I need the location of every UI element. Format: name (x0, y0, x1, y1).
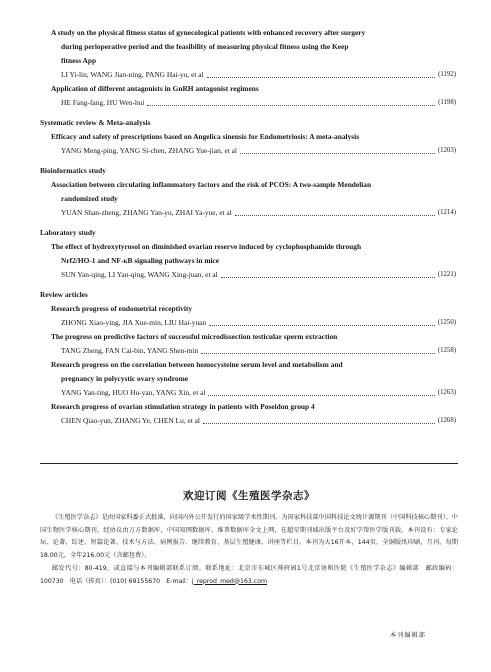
article-title[interactable] (51, 178, 456, 206)
table-of-contents (40, 26, 456, 428)
section-heading: Review articles (40, 290, 88, 299)
article-title-line: pregnancy in polycystic ovary syndrome (61, 374, 189, 383)
article-title[interactable] (51, 302, 456, 316)
article-title-line: during perioperative period and the feasibility of measuring physical fitness using the Keep (61, 42, 349, 51)
page-number: (1263) (437, 389, 456, 396)
article-title[interactable] (51, 330, 456, 344)
email-link[interactable]: j_reprod_med@163.com (191, 577, 268, 585)
article-title[interactable] (51, 358, 456, 386)
page-number: (1203) (437, 147, 456, 154)
article-title-line: Research progress of ovarian stimulation strategy in patients with Poseidon group 4 (51, 402, 315, 411)
toc-entry[interactable] (40, 330, 456, 358)
article-title[interactable] (51, 130, 456, 144)
article-title-line: fitness App (61, 56, 97, 65)
author-line (51, 316, 456, 330)
subscription-notice (40, 470, 458, 588)
page-number: (1250) (437, 319, 456, 326)
page-number: (1192) (438, 71, 456, 78)
section-heading: Systematic review & Meta-analysis (40, 118, 151, 127)
dot-leader (209, 325, 435, 326)
page-number: (1268) (437, 417, 456, 424)
author-line (51, 206, 456, 220)
article-authors: ZHONG Xiao-ying, JIA Xue-min, LIU Hai-yuan (61, 318, 207, 327)
page-number: (1258) (437, 347, 456, 354)
article-title[interactable] (51, 82, 456, 96)
dot-leader (207, 77, 436, 78)
article-title-line: Application of different antagonists in GnRH antagonist regimens (51, 84, 259, 93)
page-number: (1221) (437, 271, 456, 278)
toc-entry[interactable] (40, 130, 456, 158)
dot-leader (203, 423, 435, 424)
article-title-line: Research progress of endometrial receptivity (51, 304, 193, 313)
dot-leader (235, 215, 435, 216)
article-title-line: The progress on predictive factors of successful microdissection testicular sperm extraction (51, 332, 338, 341)
author-line (51, 144, 456, 158)
author-line (51, 414, 456, 428)
section-heading: Laboratory study (40, 228, 96, 237)
article-authors: YANG Yan-ting, HUO Hu-yan, YANG Xin, et al (61, 388, 206, 397)
author-line (51, 68, 456, 82)
contact-text: 邮发代号：80-419，或直接与本刊编辑部联系订阅。联系地址：北京市东城区帅府园1号北京协和医院《生殖医学杂志》编辑部 邮政编码：100730 电话（传真）：(010) 69155670 E-mail： (40, 564, 458, 585)
toc-entry[interactable] (40, 240, 456, 282)
article-title-line: randomized study (61, 194, 118, 203)
article-title[interactable] (51, 26, 456, 68)
dot-leader (221, 277, 435, 278)
article-title-line: A study on the physical fitness status of gynecological patients with enhanced recovery after surgery (51, 28, 366, 37)
notice-paragraph-intro: 《生殖医学杂志》是由国家科委正式批准，向国内外公开发行的国家级学术性期刊。为国家科技部中国科技论文统计源期刊（中国科技核心期刊）、中国生物医学核心期刊，经协议由万方数据库、中国知网数据库、维普数据库全文上网，在超星期刊域出版平台及好学帮医学版刊载。本刊设有：专家论坛、论著、综述、短篇论著、技术与方法、病例报告、继续教育、基层生殖健康、讲座等栏目。本刊为大16开本，144页，全铜版纸印刷，月刊，每期18.00元，全年216.00元（含邮包费）。 (40, 514, 458, 560)
toc-entry[interactable] (40, 82, 456, 110)
article-title[interactable] (51, 400, 456, 414)
article-authors: TANG Zheng, FAN Cai-bin, YANG Shen-min (61, 346, 199, 355)
editorial-signature: 本刊编辑部 (390, 632, 426, 639)
page-number: (1214) (437, 209, 456, 216)
article-title-line: Research progress on the correlation between homocysteine serum level and metabolism and (51, 360, 343, 369)
article-authors: YUAN Shan-zheng, ZHANG Yan-yu, ZHAI Ya-yue, et al (61, 208, 232, 217)
article-authors: CHEN Qiao-yun, ZHANG Ye, CHEN Lu, et al (61, 416, 200, 425)
dot-leader (201, 353, 435, 354)
author-line (51, 96, 456, 110)
toc-section (40, 116, 456, 158)
toc-section (40, 164, 456, 220)
toc-entry[interactable] (40, 358, 456, 400)
toc-entry[interactable] (40, 26, 456, 82)
section-heading: Bioinformatics study (40, 166, 106, 175)
toc-section (40, 288, 456, 428)
dot-leader (147, 105, 435, 106)
author-line (51, 344, 456, 358)
article-authors: HE Fang-fang, HU Wen-hui (61, 98, 145, 107)
toc-entry[interactable] (40, 400, 456, 428)
toc-section (40, 226, 456, 282)
article-title-line: The effect of hydroxytyrosol on diminished ovarian reserve induced by cyclophosphamide through (51, 242, 362, 251)
article-title-line: Association between circulating inflammatory factors and the risk of PCOS: A two-sample Mendelian (51, 180, 372, 189)
article-authors: SUN Yan-qing, LI Yan-qing, WANG Xing-juan, et al (61, 270, 218, 279)
dot-leader (240, 153, 435, 154)
article-title[interactable] (51, 240, 456, 268)
page-number: (1198) (438, 99, 456, 106)
divider-rule (40, 463, 458, 464)
dot-leader (208, 395, 434, 396)
article-title-line: Nrf2/HO-1 and NF-κB signaling pathways in mice (61, 256, 220, 265)
article-authors: LI Yi-lin, WANG Jian-ning, PANG Hai-yu, et al (61, 70, 204, 79)
toc-entry[interactable] (40, 302, 456, 330)
toc-entry[interactable] (40, 178, 456, 220)
notice-paragraph-contact (40, 563, 458, 588)
article-title-line: Efficacy and safety of prescriptions based on Angelica sinensis for Endometriosis: A meta-analysis (51, 132, 360, 141)
notice-title: 欢迎订阅《生殖医学杂志》 (183, 490, 315, 502)
article-authors: YANG Meng-ping, YANG Si-chen, ZHANG Yue-jian, et al (61, 146, 237, 155)
author-line (51, 386, 456, 400)
author-line (51, 268, 456, 282)
